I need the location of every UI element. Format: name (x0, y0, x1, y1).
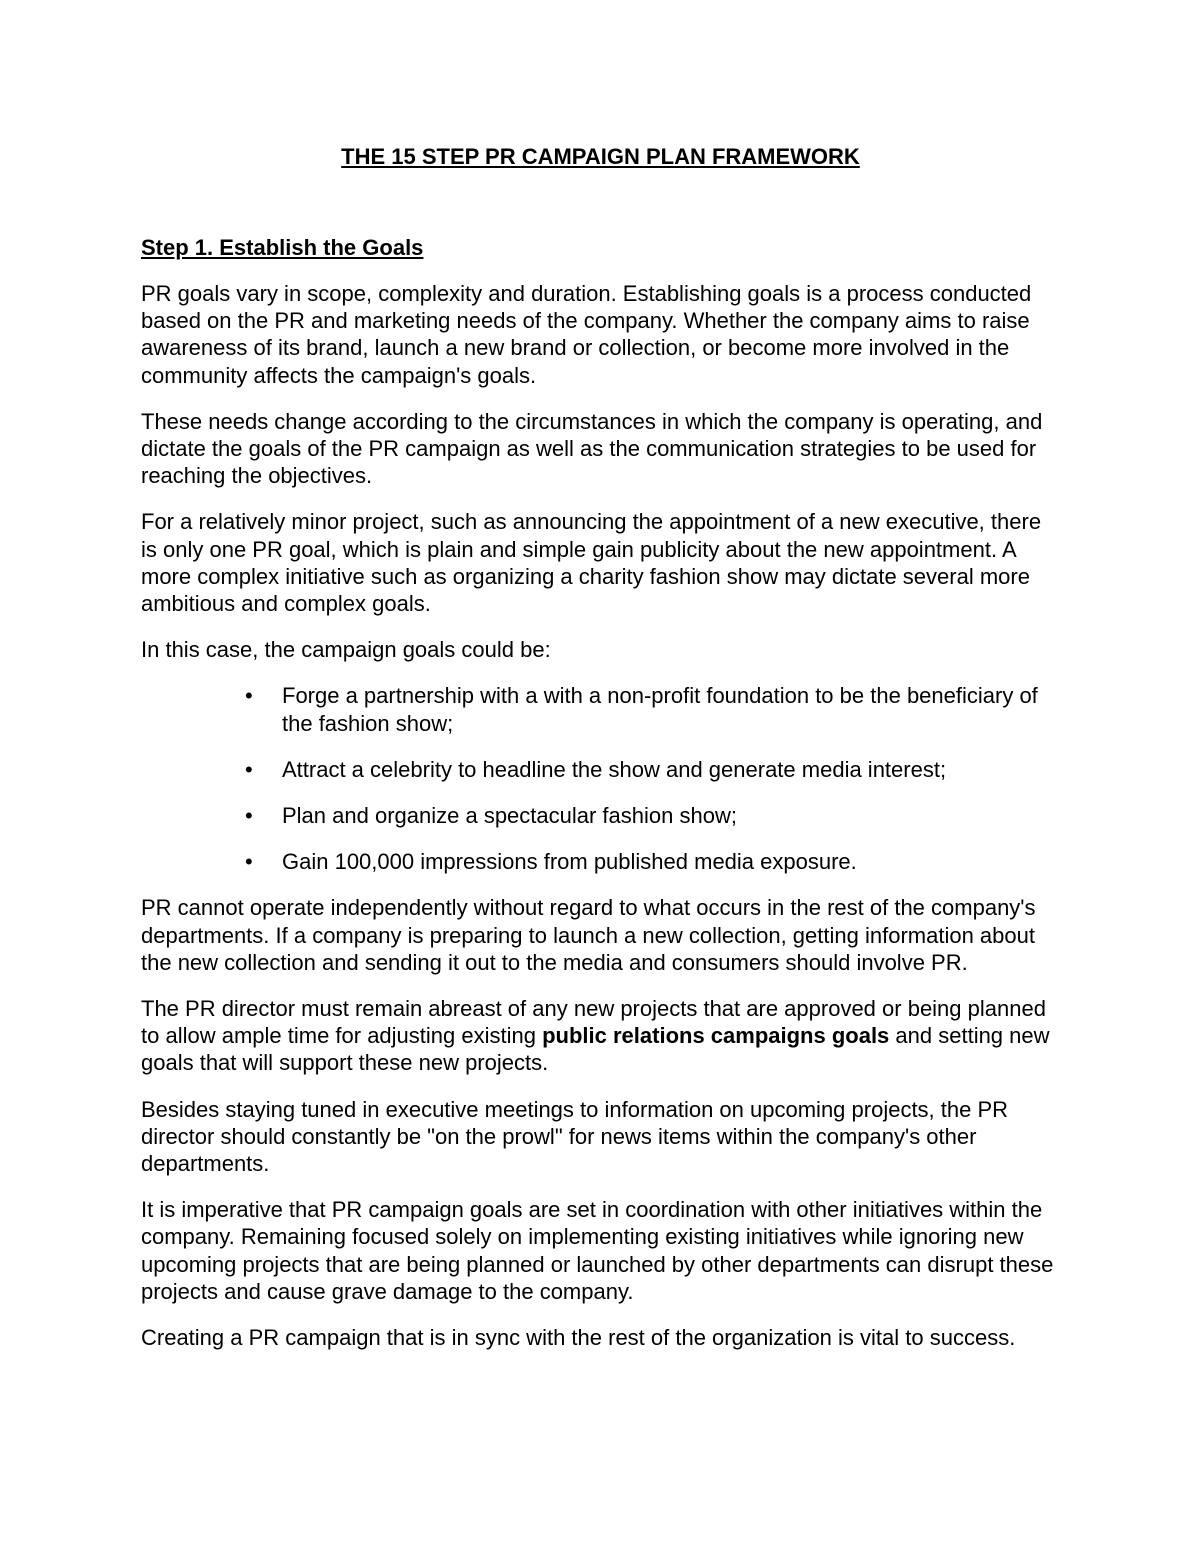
list-item-text: Gain 100,000 impressions from published media exposure. (282, 849, 857, 875)
list-item (241, 848, 1060, 875)
paragraph-3: For a relatively minor project, such as announcing the appointment of a new executive, there is only one PR goal, which is plain and simple gain publicity about the new appointment. A more complex initiative such as organizing a charity fashion show may dictate several more ambitious and complex goals. (141, 509, 1042, 617)
paragraph-6 (141, 995, 1060, 1077)
paragraph-1: PR goals vary in scope, complexity and duration. Establishing goals is a process conducted based on the PR and marketing needs of the company. Whether the company aims to raise awareness of its brand, launch a new brand or collection, or become more involved in the community affects the campaign's goals. (141, 281, 1032, 388)
paragraph-4: In this case, the campaign goals could be: (141, 637, 551, 663)
bullet-icon: • (245, 683, 253, 709)
list-item (241, 682, 1060, 736)
paragraph-8: It is imperative that PR campaign goals are set in coordination with other initiatives within the company. Remaining focused solely on implementing existing initiatives while ignoring new upcoming projects that are being planned or launched by other departments can disrupt these projects and cause grave damage to the company. (141, 1197, 1054, 1304)
paragraph-6-end: and setting new goals that will support these new projects. (141, 1023, 1050, 1076)
goals-list (141, 682, 1060, 875)
paragraph-2: These needs change according to the circumstances in which the company is operating, and dictate the goals of the PR campaign as well as the communication strategies to be used for reaching the objectives. (141, 408, 1043, 489)
bullet-icon: • (245, 803, 253, 829)
list-item-text: Attract a celebrity to headline the show and generate media interest; (282, 756, 947, 782)
document-title: THE 15 STEP PR CAMPAIGN PLAN FRAMEWORK (341, 144, 860, 169)
paragraph-5: PR cannot operate independently without regard to what occurs in the rest of the company's departments. If a company is preparing to launch a new collection, getting information about the new collection and sending it out to the media and consumers should involve PR. (141, 895, 1036, 975)
list-item-text: Forge a partnership with a with a non-profit foundation to be the beneficiary of the fashion show; (282, 683, 1038, 736)
paragraph-6-start: The PR director must remain abreast of any new projects that are approved or being planned to allow ample time for adjusting existing (141, 996, 1046, 1049)
list-item (241, 756, 1060, 783)
bullet-icon: • (245, 756, 253, 782)
paragraph-7: Besides staying tuned in executive meetings to information on upcoming projects, the PR director should constantly be "on the prowl" for news items within the company's other departments. (141, 1096, 1009, 1177)
paragraph-9: Creating a PR campaign that is in sync with the rest of the organization is vital to success. (141, 1325, 1016, 1351)
section-heading: Step 1. Establish the Goals (141, 235, 424, 260)
list-item-text: Plan and organize a spectacular fashion show; (282, 803, 737, 829)
bullet-icon: • (245, 849, 253, 875)
bold-phrase: public relations campaigns goals (542, 1023, 890, 1049)
list-item (241, 802, 1060, 829)
